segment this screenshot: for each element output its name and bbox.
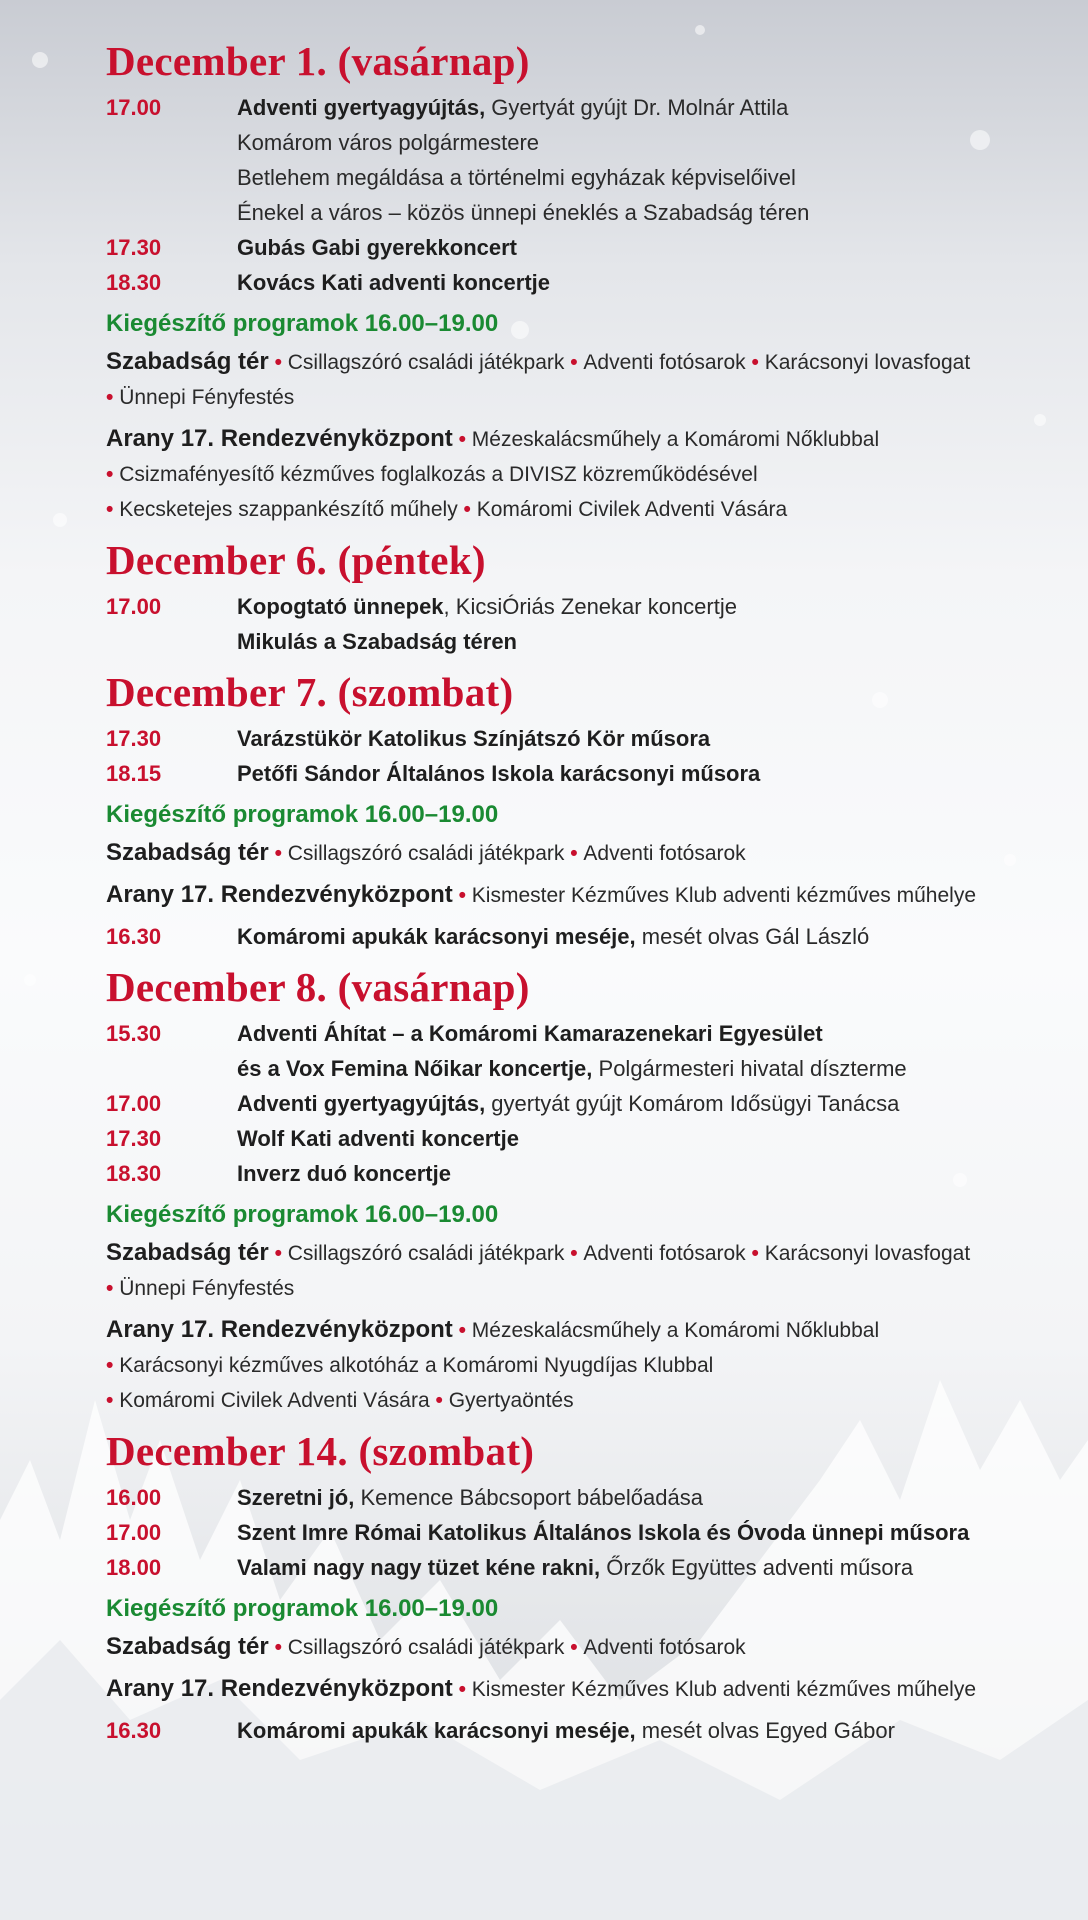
- event-row: [106, 1550, 1066, 1585]
- event-detail: , KicsiÓriás Zenekar koncertje: [443, 594, 737, 619]
- event-title: Gubás Gabi gyerekkoncert: [237, 235, 517, 260]
- event-title: Adventi gyertyagyújtás,: [237, 95, 486, 120]
- event-line: [237, 1016, 1066, 1051]
- event-lines: [237, 919, 1066, 954]
- event-time: 17.00: [106, 95, 162, 120]
- day-title: December 14. (szombat): [106, 1428, 535, 1474]
- event-line: [237, 1156, 1066, 1191]
- event-line: [237, 160, 1066, 195]
- day-section: [106, 1428, 1066, 1748]
- event-lines: [237, 589, 1066, 659]
- event-line: [237, 1515, 1066, 1550]
- venue-block: [106, 1671, 1066, 1707]
- venue-item: Komáromi Civilek Adventi Vására: [476, 498, 788, 521]
- bullet-icon: •: [745, 351, 765, 374]
- bullet-icon: •: [106, 463, 120, 486]
- event-row: [106, 265, 1066, 300]
- event-title: Szeretni jó,: [237, 1485, 355, 1510]
- day-title: December 8. (vasárnap): [106, 964, 530, 1010]
- event-row: [106, 1515, 1066, 1550]
- venue-item: Kecsketejes szappankészítő műhely: [119, 498, 458, 521]
- venue-item: Karácsonyi lovasfogat: [764, 351, 971, 374]
- venue-item: Ünnepi Fényfestés: [119, 1277, 295, 1300]
- venue-item: Csillagszóró családi játékpark: [287, 842, 565, 865]
- venue-name: Arany 17. Rendezvényközpont: [106, 1675, 453, 1702]
- venue-block: [106, 1235, 1066, 1306]
- event-detail: mesét olvas Gál László: [635, 924, 870, 949]
- venue-item: Komáromi Civilek Adventi Vására: [119, 1389, 430, 1412]
- venue-item: Karácsonyi kézműves alkotóház a Komáromi Nyugdíjas Klubbal: [119, 1354, 714, 1377]
- event-row: [106, 1086, 1066, 1121]
- event-lines: [237, 1550, 1066, 1585]
- bullet-icon: •: [564, 842, 584, 865]
- event-detail: Énekel a város – közös ünnepi éneklés a Szabadság téren: [237, 200, 810, 225]
- event-lines: [237, 265, 1066, 300]
- event-time: 18.00: [106, 1555, 162, 1580]
- event-time: 17.30: [106, 235, 162, 260]
- day-section: [106, 38, 1066, 527]
- event-time: 17.30: [106, 1126, 162, 1151]
- extra-programs-heading: Kiegészítő programok 16.00–19.00: [106, 1201, 499, 1228]
- venue-item: Kismester Kézműves Klub adventi kézműves műhelye: [471, 1678, 977, 1701]
- venue-name: Arany 17. Rendezvényközpont: [106, 1316, 453, 1343]
- event-line: [237, 721, 1066, 756]
- event-lines: [237, 721, 1066, 756]
- venue-item: Mézeskalácsműhely a Komáromi Nőklubbal: [471, 428, 880, 451]
- event-title: Wolf Kati adventi koncertje: [237, 1126, 519, 1151]
- event-lines: [237, 1713, 1066, 1748]
- event-title: Adventi Áhítat – a Komáromi Kamarazenekari Egyesület: [237, 1021, 823, 1046]
- venue-item: Csillagszóró családi játékpark: [287, 1636, 565, 1659]
- event-time: 16.30: [106, 1718, 162, 1743]
- event-row: [106, 1121, 1066, 1156]
- event-time: 18.30: [106, 1161, 162, 1186]
- event-detail: mesét olvas Egyed Gábor: [635, 1718, 895, 1743]
- event-title: Szent Imre Római Katolikus Általános Iskola és Óvoda ünnepi műsora: [237, 1520, 970, 1545]
- bullet-icon: •: [452, 1319, 472, 1342]
- event-detail: Gyertyát gyújt Dr. Molnár Attila: [485, 95, 789, 120]
- venue-item: Mézeskalácsműhely a Komáromi Nőklubbal: [471, 1319, 880, 1342]
- event-line: [237, 1051, 1066, 1086]
- venue-line: [106, 380, 1066, 415]
- event-row: [106, 230, 1066, 265]
- bullet-icon: •: [452, 428, 472, 451]
- venue-name: Szabadság tér: [106, 839, 269, 866]
- venue-line: [106, 1671, 1066, 1707]
- venue-block: [106, 421, 1066, 527]
- venue-item: Kismester Kézműves Klub adventi kézműves műhelye: [471, 884, 977, 907]
- bullet-icon: •: [745, 1242, 765, 1265]
- day-title: December 1. (vasárnap): [106, 38, 530, 84]
- event-lines: [237, 230, 1066, 265]
- venue-line: [106, 457, 1066, 492]
- venue-line: [106, 1312, 1066, 1348]
- event-title: Petőfi Sándor Általános Iskola karácsonyi műsora: [237, 761, 761, 786]
- event-line: [237, 90, 1066, 125]
- event-row: [106, 90, 1066, 230]
- day-section: [106, 669, 1066, 954]
- event-lines: [237, 90, 1066, 230]
- venue-name: Szabadság tér: [106, 348, 269, 375]
- venue-line: [106, 421, 1066, 457]
- event-line: [237, 589, 1066, 624]
- event-title: Komáromi apukák karácsonyi meséje,: [237, 924, 636, 949]
- venue-item: Csillagszóró családi játékpark: [287, 1242, 565, 1265]
- event-lines: [237, 1156, 1066, 1191]
- event-time: 16.30: [106, 924, 162, 949]
- venue-item: Adventi fotósarok: [583, 351, 746, 374]
- venue-name: Arany 17. Rendezvényközpont: [106, 881, 453, 908]
- venue-item: Ünnepi Fényfestés: [119, 386, 295, 409]
- bullet-icon: •: [106, 1277, 120, 1300]
- event-title: Adventi gyertyagyújtás,: [237, 1091, 486, 1116]
- event-line: [237, 1550, 1066, 1585]
- venue-item: Karácsonyi lovasfogat: [764, 1242, 971, 1265]
- event-detail: Betlehem megáldása a történelmi egyházak képviselőivel: [237, 165, 796, 190]
- event-lines: [237, 756, 1066, 791]
- event-detail: gyertyát gyújt Komárom Idősügyi Tanácsa: [485, 1091, 900, 1116]
- venue-name: Szabadság tér: [106, 1239, 269, 1266]
- event-title: Varázstükör Katolikus Színjátszó Kör műsora: [237, 726, 711, 751]
- venue-item: Adventi fotósarok: [583, 842, 746, 865]
- venue-item: Adventi fotósarok: [583, 1242, 746, 1265]
- event-lines: [237, 1515, 1066, 1550]
- event-line: [237, 1121, 1066, 1156]
- event-time: 17.00: [106, 1520, 162, 1545]
- event-row: [106, 589, 1066, 659]
- event-line: [237, 1713, 1066, 1748]
- venue-item: Csizmafényesítő kézműves foglalkozás a DIVISZ közreműködésével: [119, 463, 758, 486]
- event-line: [237, 624, 1066, 659]
- venue-name: Szabadság tér: [106, 1633, 269, 1660]
- bullet-icon: •: [106, 386, 120, 409]
- event-row: [106, 1156, 1066, 1191]
- event-detail: Komárom város polgármestere: [237, 130, 540, 155]
- event-time: 17.00: [106, 594, 162, 619]
- venue-line: [106, 492, 1066, 527]
- event-line: [237, 919, 1066, 954]
- venue-line: [106, 1629, 1066, 1665]
- event-row: [106, 756, 1066, 791]
- bullet-icon: •: [564, 351, 584, 374]
- bullet-icon: •: [106, 498, 120, 521]
- bullet-icon: •: [452, 884, 472, 907]
- event-title: Komáromi apukák karácsonyi meséje,: [237, 1718, 636, 1743]
- venue-line: [106, 1383, 1066, 1418]
- venue-line: [106, 1235, 1066, 1271]
- event-row: [106, 1713, 1066, 1748]
- event-line: [237, 265, 1066, 300]
- event-time: 17.00: [106, 1091, 162, 1116]
- venue-name: Arany 17. Rendezvényközpont: [106, 425, 453, 452]
- event-detail: Kemence Bábcsoport bábelőadása: [354, 1485, 703, 1510]
- event-row: [106, 721, 1066, 756]
- bullet-icon: •: [429, 1389, 449, 1412]
- event-time: 18.15: [106, 761, 162, 786]
- bullet-icon: •: [268, 1242, 288, 1265]
- event-detail: Polgármesteri hivatal díszterme: [592, 1056, 907, 1081]
- event-title: Kopogtató ünnepek: [237, 594, 444, 619]
- event-title: és a Vox Femina Nőikar koncertje,: [237, 1056, 593, 1081]
- event-line: [237, 756, 1066, 791]
- day-title: December 6. (péntek): [106, 537, 486, 583]
- extra-programs-heading: Kiegészítő programok 16.00–19.00: [106, 801, 499, 828]
- venue-block: [106, 835, 1066, 871]
- day-section: [106, 537, 1066, 659]
- venue-item: Adventi fotósarok: [583, 1636, 746, 1659]
- event-time: 16.00: [106, 1485, 162, 1510]
- venue-line: [106, 835, 1066, 871]
- venue-line: [106, 877, 1066, 913]
- extra-programs-heading: Kiegészítő programok 16.00–19.00: [106, 310, 499, 337]
- venue-item: Csillagszóró családi játékpark: [287, 351, 565, 374]
- day-section: [106, 964, 1066, 1418]
- bullet-icon: •: [106, 1354, 120, 1377]
- event-lines: [237, 1086, 1066, 1121]
- event-title: Valami nagy nagy tüzet kéne rakni,: [237, 1555, 601, 1580]
- bullet-icon: •: [564, 1242, 584, 1265]
- venue-block: [106, 877, 1066, 913]
- bullet-icon: •: [268, 351, 288, 374]
- bullet-icon: •: [106, 1389, 120, 1412]
- event-row: [106, 919, 1066, 954]
- event-lines: [237, 1480, 1066, 1515]
- venue-line: [106, 1348, 1066, 1383]
- event-line: [237, 230, 1066, 265]
- venue-block: [106, 344, 1066, 415]
- venue-block: [106, 1312, 1066, 1418]
- bullet-icon: •: [452, 1678, 472, 1701]
- event-detail: Őrzők Együttes adventi műsora: [600, 1555, 914, 1580]
- bullet-icon: •: [268, 842, 288, 865]
- event-row: [106, 1016, 1066, 1086]
- event-lines: [237, 1016, 1066, 1086]
- bullet-icon: •: [564, 1636, 584, 1659]
- event-time: 17.30: [106, 726, 162, 751]
- program-schedule: [106, 38, 1066, 1748]
- event-row: [106, 1480, 1066, 1515]
- extra-programs-heading: Kiegészítő programok 16.00–19.00: [106, 1595, 499, 1622]
- venue-item: Gyertyaöntés: [448, 1389, 574, 1412]
- event-line: [237, 1480, 1066, 1515]
- venue-line: [106, 1271, 1066, 1306]
- bullet-icon: •: [268, 1636, 288, 1659]
- event-line: [237, 195, 1066, 230]
- venue-block: [106, 1629, 1066, 1665]
- event-title: Kovács Kati adventi koncertje: [237, 270, 551, 295]
- venue-line: [106, 344, 1066, 380]
- bullet-icon: •: [457, 498, 477, 521]
- event-time: 15.30: [106, 1021, 162, 1046]
- day-title: December 7. (szombat): [106, 669, 514, 715]
- event-title: Mikulás a Szabadság téren: [237, 629, 517, 654]
- event-lines: [237, 1121, 1066, 1156]
- event-line: [237, 125, 1066, 160]
- event-title: Inverz duó koncertje: [237, 1161, 451, 1186]
- event-time: 18.30: [106, 270, 162, 295]
- event-line: [237, 1086, 1066, 1121]
